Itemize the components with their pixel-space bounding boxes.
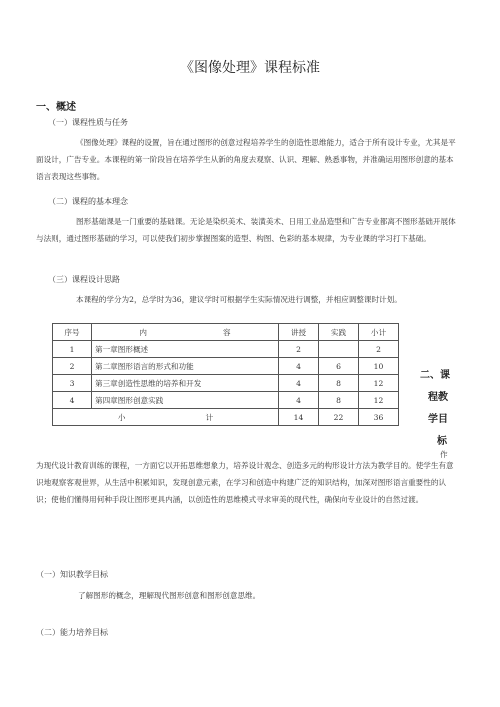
row-practice: 8	[319, 392, 359, 409]
section-heading-objectives-part2: 程教	[428, 392, 448, 403]
paragraph-knowledge-goals: 了解图形的概念，理解现代图形创意和图形创意思维。	[78, 591, 261, 600]
row-practice	[319, 341, 359, 358]
objectives-lead-char: 作	[440, 450, 448, 459]
subheading-ability-goals: （二）能力培养目标	[36, 628, 108, 637]
header-subtotal: 小计	[359, 324, 399, 341]
row-index: 1	[53, 341, 92, 358]
row-lecture: 4	[279, 358, 319, 375]
subheading-knowledge-goals: （一）知识教学目标	[36, 570, 108, 579]
row-practice: 8	[319, 375, 359, 392]
subheading-design-idea: （三）课程设计思路	[48, 275, 120, 284]
paragraph-objectives: 为现代设计教育训练的课程，一方面它以开拓思维想象力，培养设计观念、创造多元的构形设计方法为教学目的。使学生有意识地观察客观世界，从生活中积累知识，发现创意元素，在学习和创造中构建广泛的知识结构，加深对图形语言重要性的认识；使他们懂得用何种手段让图形更具内涵，以创造性的思维模式寻求审美的现代性，确保向专业设计的自然过渡。	[36, 461, 454, 504]
total-lecture: 14	[279, 409, 319, 426]
row-content: 第二章图形语言的形式和功能	[92, 358, 279, 375]
row-content: 第四章图形创意实践	[92, 392, 279, 409]
table-total-row	[53, 409, 399, 426]
table-header-row	[53, 324, 399, 341]
row-subtotal: 10	[359, 358, 399, 375]
row-index: 4	[53, 392, 92, 409]
table-row	[53, 392, 399, 409]
section-heading-objectives-part4: 标	[437, 436, 447, 447]
row-content: 第一章图形概述	[92, 341, 279, 358]
row-practice: 6	[319, 358, 359, 375]
row-index: 3	[53, 375, 92, 392]
total-label-a: 小	[117, 412, 126, 422]
row-subtotal: 12	[359, 375, 399, 392]
header-content-a: 内	[139, 327, 147, 337]
page-title: 《图像处理》课程标准	[180, 60, 320, 76]
total-practice: 22	[319, 409, 359, 426]
row-lecture: 4	[279, 392, 319, 409]
paragraph-basic-concept: 图形基础课是一门重要的基础课。无论是染织美术、装潢美术、日用工业品造型和广告专业都离不图形基础开展体与法则，通过图形基础的学习，可以使我们初步掌握图案的造型、构图、色彩的基本规律，为专业课的学习打下基础。	[36, 217, 456, 243]
row-lecture: 4	[279, 375, 319, 392]
course-hours-table	[52, 323, 399, 426]
row-index: 2	[53, 358, 92, 375]
section-heading-objectives-part1: 二、课	[420, 370, 450, 381]
header-lecture: 讲授	[279, 324, 319, 341]
header-content	[92, 324, 279, 341]
table-row	[53, 358, 399, 375]
header-content-b: 容	[223, 327, 231, 337]
table-row	[53, 341, 399, 358]
subheading-basic-concept: （二）课程的基本理念	[48, 197, 128, 206]
total-label	[53, 409, 279, 426]
total-label-b: 计	[205, 412, 214, 422]
paragraph-design-idea: 本课程的学分为2，总学时为36，建议学时可根据学生实际情况进行调整，并相应调整课时计划。	[76, 295, 402, 304]
row-content: 第三章创造性思维的培养和开发	[92, 375, 279, 392]
row-subtotal: 2	[359, 341, 399, 358]
subheading-course-nature: （一）课程性质与任务	[48, 118, 128, 127]
section-heading-objectives-part3: 学目	[428, 414, 448, 425]
row-subtotal: 12	[359, 392, 399, 409]
table-row	[53, 375, 399, 392]
paragraph-course-nature: 《图像处理》课程的设置，旨在通过图形的创意过程培养学生的创造性思维能力，适合于所有设计专业，尤其是平面设计，广告专业。本课程的第一阶段旨在培养学生从新的角度去观察、认识、理解、熟悉事物，并准确运用图形创意的基本语言表现这些事物。	[36, 138, 456, 181]
section-heading-overview: 一、概述	[36, 102, 76, 113]
row-lecture: 2	[279, 341, 319, 358]
header-index: 序号	[53, 324, 92, 341]
total-subtotal: 36	[359, 409, 399, 426]
header-practice: 实践	[319, 324, 359, 341]
